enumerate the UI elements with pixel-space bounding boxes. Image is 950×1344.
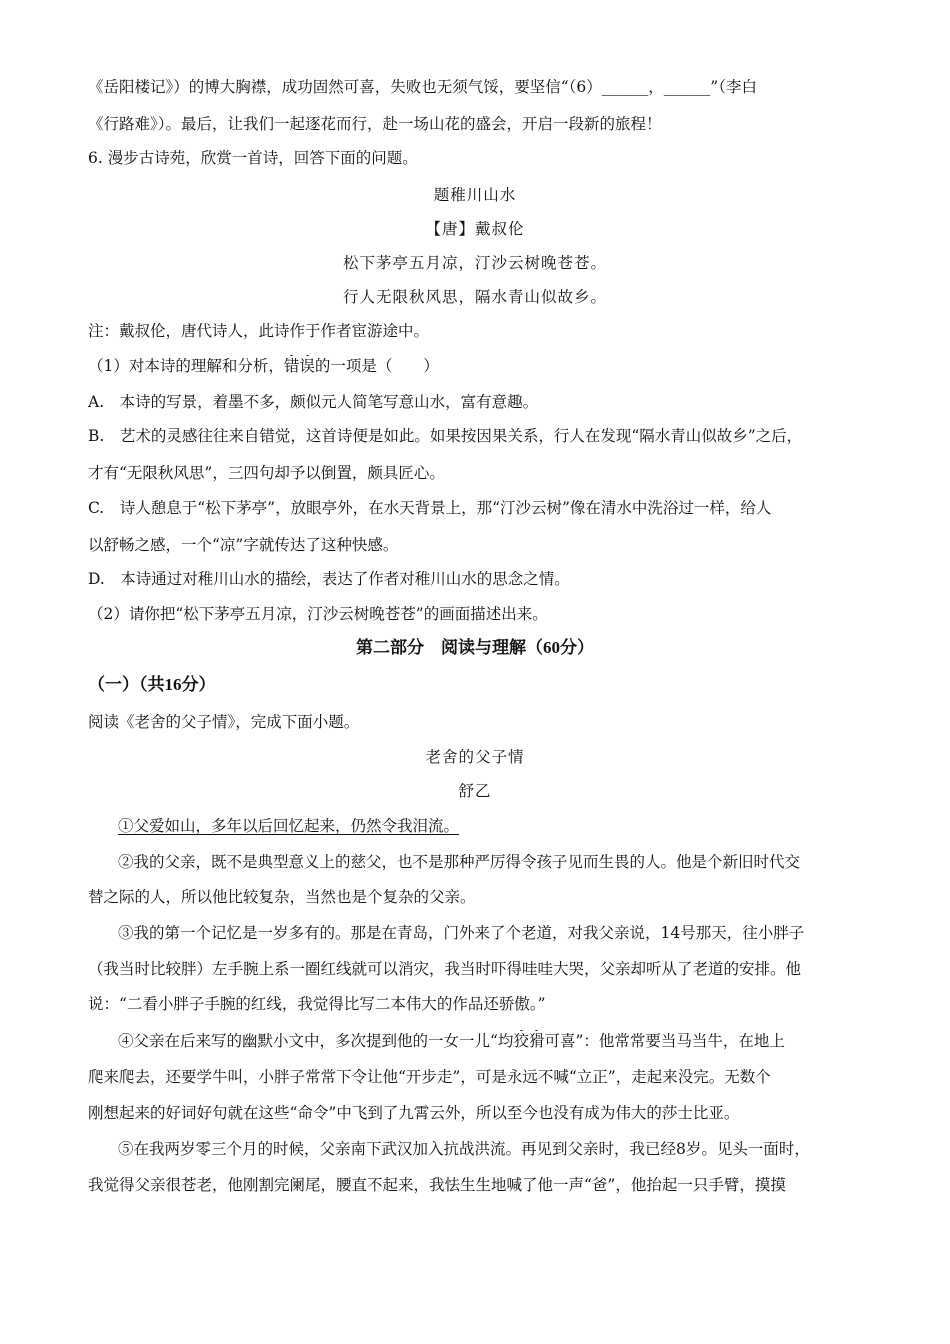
paragraph-2-line-2: 替之际的人，所以他比较复杂，当然也是个复杂的父亲。 <box>88 888 476 906</box>
paragraph-4-line-3: 刚想起来的好词好句就在这些“命令”中飞到了九霄云外，所以至今也没有成为伟大的莎士比亚。 <box>88 1104 740 1122</box>
paragraph-5-line-1: ⑤在我两岁零三个月的时候，父亲南下武汉加入抗战洪流。再见到父亲时，我已经8岁。见头一面时， <box>118 1140 810 1158</box>
paragraph-3-line-3: 说：“二看小胖子手腕的红线，我觉得比写二本伟大的作品还骄傲。” <box>88 995 546 1013</box>
paragraph-4-line-1 <box>118 1030 858 1052</box>
sub-question-1 <box>88 355 858 377</box>
sub1-prefix: （1）对本诗的理解和分析， <box>88 357 284 375</box>
poem-line-1: 松下茅亭五月凉，汀沙云树晚苍苍。 <box>342 254 607 272</box>
poem-author: 【唐】戴叔伦 <box>425 220 525 238</box>
option-b-line-2: 才有“无限秋风思”，三四句却予以倒置，颇具匠心。 <box>88 464 445 482</box>
paragraph-4-line-2: 爬来爬去，还要学牛叫，小胖子常常下令让他“开步走”，可是永远不喊“立正”，走起来没完。无数个 <box>88 1068 771 1086</box>
reading-instruction: 阅读《老舍的父子情》，完成下面小题。 <box>88 713 360 731</box>
sub-question-2: （2）请你把“松下茅亭五月凉，汀沙云树晚苍苍”的画面描述出来。 <box>88 605 548 623</box>
option-c-line-2: 以舒畅之感，一个“凉”字就传达了这种快感。 <box>88 536 399 554</box>
paragraph-2-line-1: ②我的父亲，既不是典型意义上的慈父，也不是那种严厉得令孩子见而生畏的人。他是个新旧时代交 <box>118 853 801 871</box>
intro-line-2: 《行路难》）。最后，让我们一起逐花而行，赴一场山花的盛会，开启一段新的旅程！ <box>88 115 662 133</box>
poem-title: 题稚川山水 <box>433 186 517 204</box>
article-author: 舒乙 <box>458 782 492 800</box>
paragraph-1 <box>118 815 858 837</box>
emphasis-char: 狡 <box>513 1032 529 1050</box>
option-c-line-1: C. 诗人憩息于“松下茅亭”，放眼亭外，在水天背景上，那“汀沙云树”像在清水中洗浴过一样，给人 <box>88 499 772 517</box>
emphasis-char: 猾 <box>528 1032 545 1050</box>
emphasis-char: 错 <box>283 357 300 375</box>
option-d: D. 本诗通过对稚川山水的描绘，表达了作者对稚川山水的思念之情。 <box>88 570 570 588</box>
emphasis-char: 误 <box>299 357 315 375</box>
question-6-stem: 6. 漫步古诗苑，欣赏一首诗，回答下面的问题。 <box>88 149 418 167</box>
option-a: A. 本诗的写景，着墨不多，颇似元人简笔写意山水，富有意趣。 <box>88 393 539 411</box>
article-title: 老舍的父子情 <box>425 748 525 766</box>
underlined-sentence: ①父爱如山，多年以后回忆起来，仍然令我泪流。 <box>118 817 460 835</box>
section-heading: （一）（共16分） <box>88 675 216 694</box>
paragraph-5-line-2: 我觉得父亲很苍老，他刚割完阑尾，腰直不起来，我怯生生地喊了他一声“爸”，他抬起一只手臂，摸摸 <box>88 1176 786 1194</box>
paragraph-3-line-2: （我当时比较胖）左手腕上系一圈红线就可以消灾，我当时吓得哇哇大哭，父亲却听从了老道的安排。他 <box>88 960 802 978</box>
paragraph-3-line-1: ③我的第一个记忆是一岁多有的。那是在青岛，门外来了个老道，对我父亲说，14号那天，往小胖子 <box>118 924 805 942</box>
option-b-line-1: B. 艺术的灵感往往来自错觉，这首诗便是如此。如果按因果关系，行人在发现“隔水青山似故乡”之后， <box>88 427 803 445</box>
poem-note: 注：戴叔伦，唐代诗人，此诗作于作者宦游途中。 <box>88 322 430 340</box>
part-2-heading: 第二部分 阅读与理解（60分） <box>356 638 594 657</box>
p4-suffix: 可喜”：他常常要当马当牛，在地上 <box>544 1032 785 1050</box>
poem-line-2: 行人无限秋风思，隔水青山似故乡。 <box>342 288 607 306</box>
p4-prefix: ④父亲在后来写的幽默小文中，多次提到他的一女一儿“均 <box>118 1032 514 1050</box>
sub1-suffix: 的一项是（ ） <box>314 357 439 375</box>
intro-line-1: 《岳阳楼记》）的博大胸襟，成功固然可喜，失败也无须气馁，要坚信“（6）______，______”（李白 <box>88 78 757 96</box>
